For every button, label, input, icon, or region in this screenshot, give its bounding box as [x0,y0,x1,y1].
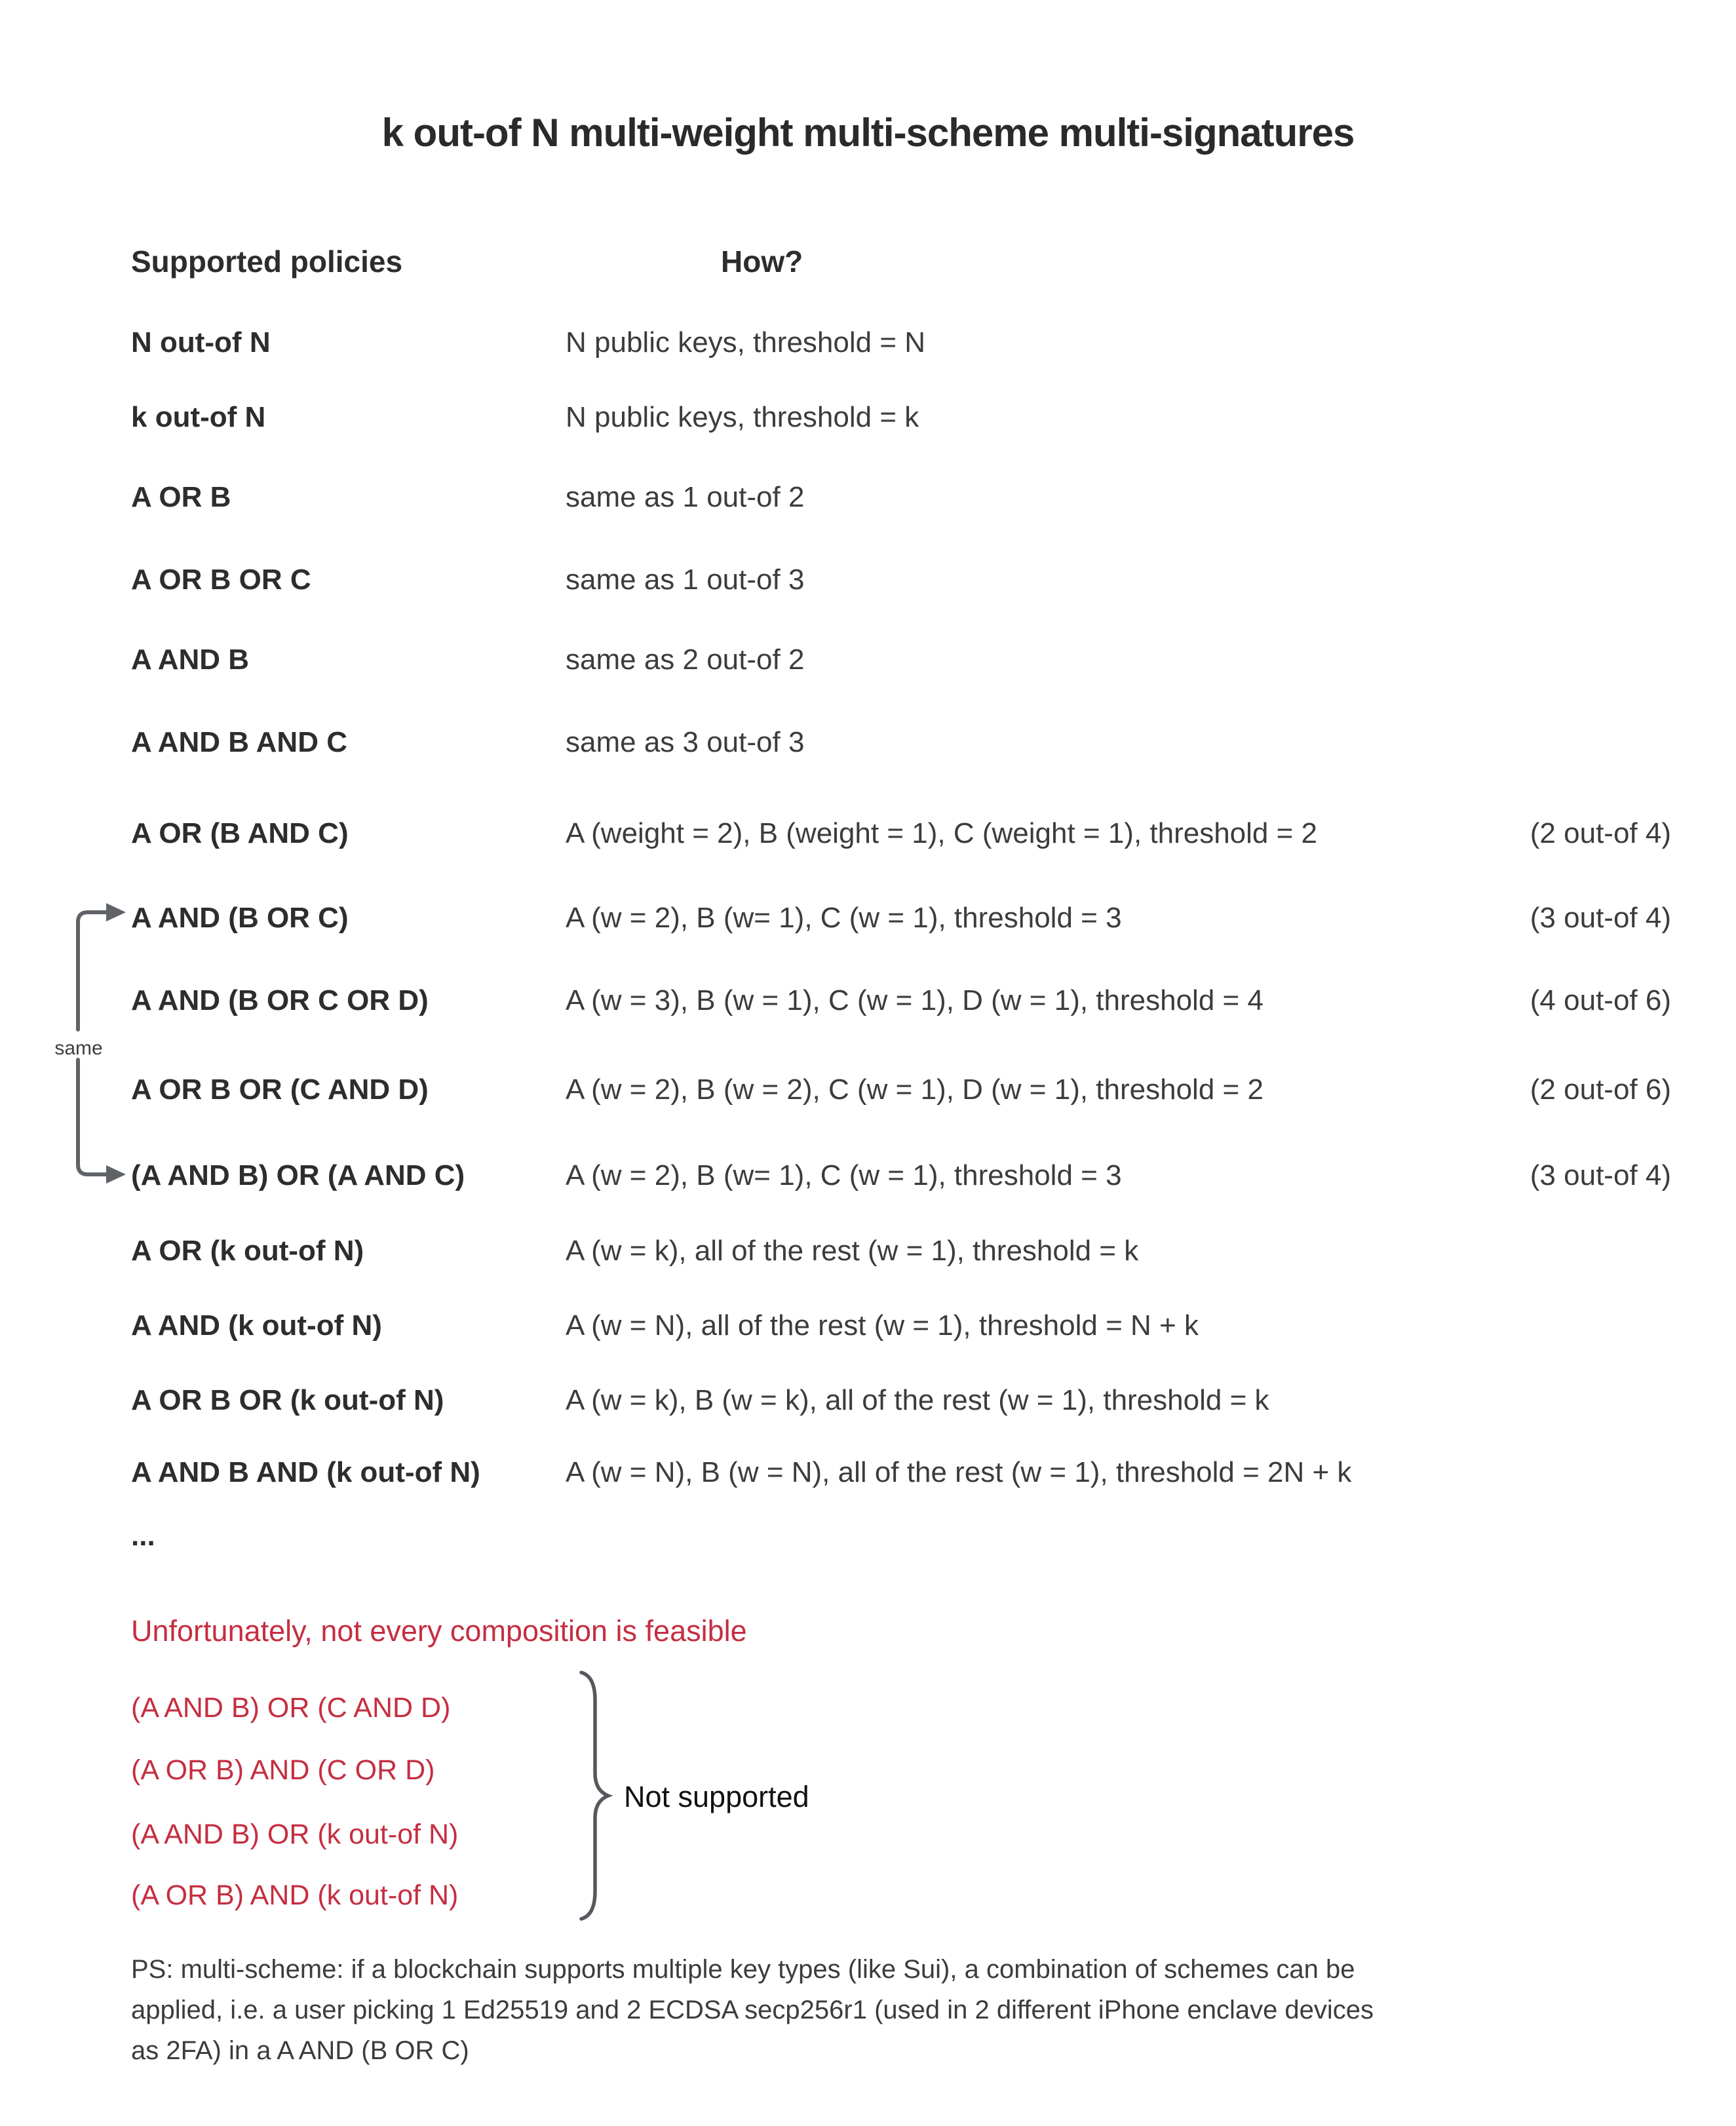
policy-cell: A AND B [131,644,250,676]
table-row [131,1455,1671,1490]
infeasible-item: (A AND B) OR (C AND D) [131,1692,451,1724]
how-cell: same as 1 out-of 3 [566,564,805,596]
table-row [131,725,1671,760]
how-cell: same as 3 out-of 3 [566,726,805,758]
table-row [131,1233,1671,1269]
infeasible-heading: Unfortunately, not every composition is feasible [131,1614,747,1648]
how-cell: A (w = k), all of the rest (w = 1), threshold = k [566,1235,1139,1267]
how-cell: A (weight = 2), B (weight = 1), C (weight = 1), threshold = 2 [566,817,1318,849]
note-cell: (3 out-of 4) [1530,1159,1671,1191]
table-row [131,400,1671,435]
policy-cell: A AND B AND (k out-of N) [131,1456,480,1488]
how-cell: same as 2 out-of 2 [566,644,805,676]
policy-cell: N out-of N [131,326,271,358]
how-cell: same as 1 out-of 2 [566,481,805,513]
how-cell: N public keys, threshold = k [566,401,919,433]
table-row [131,1072,1671,1108]
policy-cell: A AND (k out-of N) [131,1309,382,1342]
ps-line: as 2FA) in a A AND (B OR C) [131,2036,469,2065]
policy-cell: A OR B [131,481,231,513]
table-row [131,983,1671,1018]
policy-cell: A OR (k out-of N) [131,1235,364,1267]
how-cell: A (w = 2), B (w= 1), C (w = 1), threshold = 3 [566,1159,1122,1191]
policy-cell: A AND (B OR C OR D) [131,984,429,1016]
how-cell: A (w = 3), B (w = 1), C (w = 1), D (w = 1), threshold = 4 [566,984,1263,1016]
table-row [131,816,1671,851]
same-label: same [54,1037,103,1059]
column-header-how: How? [721,244,803,279]
note-cell: (2 out-of 6) [1530,1073,1671,1106]
how-cell: A (w = 2), B (w= 1), C (w = 1), threshold = 3 [566,902,1122,934]
policy-cell: A AND B AND C [131,726,347,758]
policy-cell: A OR B OR C [131,564,311,596]
how-cell: A (w = k), B (w = k), all of the rest (w = 1), threshold = k [566,1384,1269,1416]
how-cell: A (w = N), B (w = N), all of the rest (w = 1), threshold = 2N + k [566,1456,1352,1488]
column-header-policies: Supported policies [131,244,403,279]
how-cell: A (w = 2), B (w = 2), C (w = 1), D (w = 1), threshold = 2 [566,1073,1263,1106]
policy-cell: ... [131,1520,155,1552]
table-row [131,480,1671,515]
table-row [131,900,1671,936]
table-row [131,1383,1671,1418]
policy-cell: A OR (B AND C) [131,817,349,849]
table-row [131,562,1671,598]
ps-line: PS: multi-scheme: if a blockchain supports multiple key types (like Sui), a combination of schemes can be [131,1955,1355,1984]
table-row [131,642,1671,678]
not-supported-label: Not supported [624,1780,809,1813]
note-cell: (2 out-of 4) [1530,817,1671,849]
how-cell: N public keys, threshold = N [566,326,926,358]
note-cell: (3 out-of 4) [1530,902,1671,934]
table-row [131,1518,1671,1554]
table-row [131,325,1671,360]
policy-cell: (A AND B) OR (A AND C) [131,1159,465,1191]
page-title: k out-of N multi-weight multi-scheme multi-signatures [381,111,1355,155]
policy-cell: A AND (B OR C) [131,902,349,934]
infeasible-item: (A AND B) OR (k out-of N) [131,1819,459,1850]
infeasible-item: (A OR B) AND (C OR D) [131,1754,435,1786]
policy-cell: k out-of N [131,401,266,433]
policy-cell: A OR B OR (C AND D) [131,1073,429,1106]
table-row [131,1308,1671,1343]
policy-cell: A OR B OR (k out-of N) [131,1384,444,1416]
how-cell: A (w = N), all of the rest (w = 1), threshold = N + k [566,1309,1199,1342]
curly-brace-icon [577,1670,613,1923]
ps-note [131,1949,1374,2071]
ps-line: applied, i.e. a user picking 1 Ed25519 and 2 ECDSA secp256r1 (used in 2 different iPhone enclave devices [131,1996,1374,2024]
note-cell: (4 out-of 6) [1530,984,1671,1016]
infeasible-item: (A OR B) AND (k out-of N) [131,1880,459,1911]
table-row [131,1158,1671,1193]
